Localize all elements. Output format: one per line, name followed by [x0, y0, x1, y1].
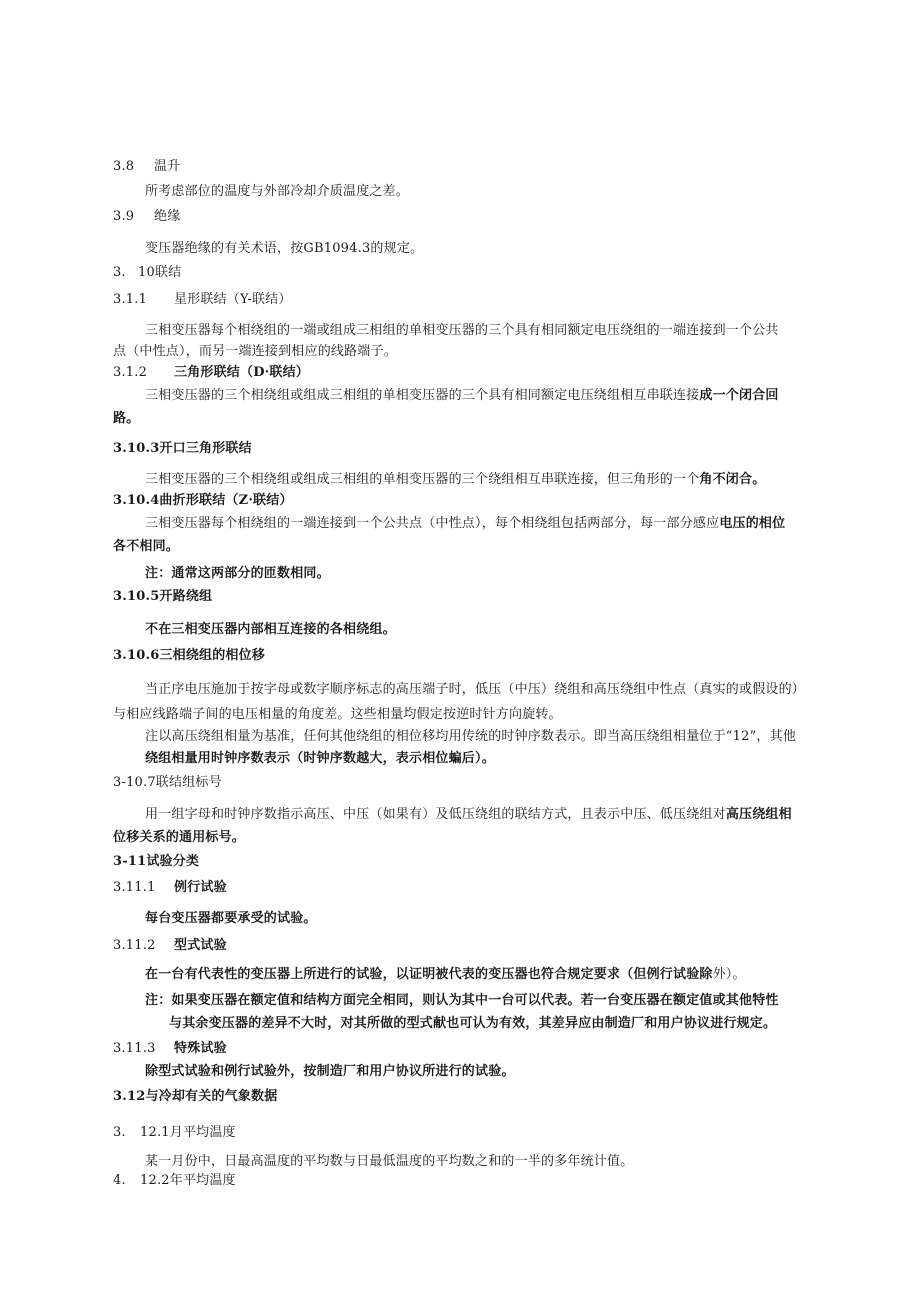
paragraph: 各不相同。 [113, 539, 180, 554]
paragraph: 每台变压器都要承受的试验。 [145, 911, 317, 926]
paragraph: 在一台有代表性的变压器上所进行的试验，以证明被代表的变压器也符合规定要求（但例行试验除外）。 [145, 967, 746, 982]
paragraph: 某一月份中，日最高温度的平均数与日最低温度的平均数之和的一半的多年统计值。 [145, 1154, 634, 1169]
heading-3-11-1: 3.11.1 例行试验 [113, 880, 227, 895]
heading-3-10-5: 3.10.5开路绕组 [113, 589, 213, 604]
paragraph: 变压器绝缘的有关术语，按GB1094.3的规定。 [145, 241, 424, 256]
paragraph: 与相应线路端子间的电压相量的角度差。这些相量均假定按逆时针方向旋转。 [113, 707, 562, 722]
heading-3-10-7: 3-10.7联结组标号 [113, 775, 222, 790]
heading-3-12-2: 4. 12.2年平均温度 [113, 1173, 236, 1188]
heading-3-12-1: 3. 12.1月平均温度 [113, 1125, 236, 1140]
heading-3-10-2: 3.1.2 三角形联结（D·联结） [113, 365, 309, 380]
paragraph: 当正序电压施加于按字母或数字顺序标志的高压端子时，低压（中压）绕组和高压绕组中性点（真实的或假设的） [145, 682, 806, 697]
paragraph: 三相变压器每个相绕组的一端或组成三相组的单相变压器的三个具有相同额定电压绕组的一端连接到一个公共 [145, 323, 779, 338]
heading-3-10-3: 3.10.3开口三角形联结 [113, 441, 252, 456]
heading-3-10-6: 3.10.6三相绕组的相位移 [113, 648, 266, 663]
heading-3-9: 3.9 绝缘 [113, 209, 181, 224]
heading-3-11-3: 3.11.3 特殊试验 [113, 1041, 227, 1056]
heading-3-10-4: 3.10.4曲折形联结（Z·联结） [113, 493, 293, 508]
heading-3-10: 3. 10联结 [113, 265, 182, 280]
paragraph: 不在三相变压器内部相互连接的各相绕组。 [145, 622, 396, 637]
paragraph: 三相变压器每个相绕组的一端连接到一个公共点（中性点），每个相绕组包括两部分，每一部分感应电压的相位 [145, 516, 786, 531]
paragraph: 所考虑部位的温度与外部冷却介质温度之差。 [145, 184, 410, 199]
note: 注以高压绕组相量为基准，任何其他绕组的相位移均用传统的时钟序数表示。即当高压绕组相量位于“12”，其他 [145, 729, 797, 744]
paragraph: 用一组字母和时钟序数指示高压、中压（如果有）及低压绕组的联结方式，且表示中压、低压绕组对高压绕组相 [145, 807, 792, 822]
heading-3-12: 3.12与冷却有关的气象数据 [113, 1089, 278, 1104]
note: 与其余变压器的差异不大时，对其所做的型式献也可认为有效，其差异应由制造厂和用户协议进行规定。 [169, 1016, 777, 1031]
heading-3-11: 3-11试验分类 [113, 854, 200, 869]
paragraph: 除型式试验和例行试验外，按制造厂和用户协议所进行的试验。 [145, 1064, 515, 1079]
note: 绕组相量用时钟序数表示（时钟序数越大，表示相位蝙后）。 [145, 751, 495, 766]
note: 注：通常这两部分的匝数相同。 [145, 566, 330, 581]
heading-3-10-1: 3.1.1 星形联结（Y-联结） [113, 292, 292, 307]
paragraph: 三相变压器的三个相绕组或组成三相组的单相变压器的三个绕组相互串联连接，但三角形的一个角不闭合。 [145, 472, 766, 487]
note: 注：如果变压器在额定值和结构方面完全相同，则认为其中一台可以代表。若一台变压器在额定值或其他特性 [145, 993, 779, 1008]
paragraph: 路。 [113, 411, 140, 426]
heading-3-11-2: 3.11.2 型式试验 [113, 938, 227, 953]
paragraph: 位移关系的通用标号。 [113, 830, 246, 845]
heading-3-8: 3.8 温升 [113, 159, 181, 174]
paragraph: 点（中性点），而另一端连接到相应的线路端子。 [113, 344, 397, 359]
paragraph: 三相变压器的三个相绕组或组成三相组的单相变压器的三个具有相同额定电压绕组相互串联连接成一个闭合回 [145, 388, 779, 403]
